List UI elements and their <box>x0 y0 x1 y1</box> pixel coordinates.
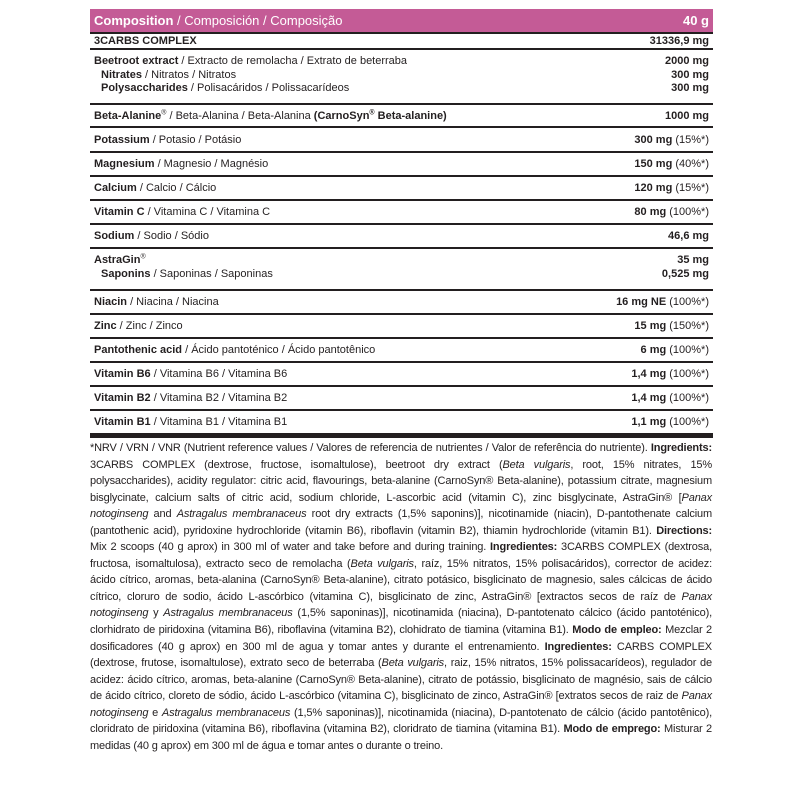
notes-species-name: Beta vulgaris <box>381 657 445 670</box>
composition-header-row <box>90 9 713 33</box>
nutrient-nrv-percent: (100%*) <box>666 416 709 428</box>
composition-row <box>90 104 713 127</box>
notes-species-name: Beta vulgaris <box>350 557 414 570</box>
nutrient-translations: / Extracto de remolacha / Extrato de beterraba <box>178 55 408 67</box>
nutrient-amount: 1000 mg <box>664 109 709 122</box>
composition-row <box>90 176 713 200</box>
nutrient-translations: / Vitamina B6 / Vitamina B6 <box>150 368 288 380</box>
nutrient-nrv-percent: (150%*) <box>666 320 709 332</box>
amount-cell <box>560 410 713 434</box>
notes-heading: Modo de emprego: <box>563 723 661 736</box>
notes-species-name: Panax notoginseng <box>90 690 712 719</box>
nutrient-amount: 16 mg NE <box>616 296 667 308</box>
notes-text: y <box>148 607 164 620</box>
nutrient-amount: 120 mg <box>634 182 673 194</box>
nutrient-amount: 46,6 mg <box>668 230 709 242</box>
nutrient-cell <box>90 104 560 127</box>
nutrient-cell <box>90 33 560 49</box>
nutrient-cell <box>90 127 560 152</box>
nutrient-cell <box>90 224 560 248</box>
nutrient-cell <box>90 362 560 386</box>
nutrient-cell <box>90 152 560 176</box>
nutrient-translations: / Ácido pantoténico / Ácido pantotênico <box>182 344 376 356</box>
notes-text: Misturar 2 medidas (40 g aprox) em 300 ml de água e tomar antes o durante o treino. <box>90 723 712 752</box>
composition-row <box>90 127 713 152</box>
amount-cell <box>560 33 713 49</box>
nutrient-translations: / Sodio / Sódio <box>134 230 209 242</box>
nutrient-translations: / Potasio / Potásio <box>149 133 242 146</box>
notes-heading: Directions: <box>656 524 712 537</box>
nutrient-translations: / Niacina / Niacina <box>127 296 219 308</box>
nutrient-line <box>94 82 556 96</box>
nutrient-name: Vitamin B2 <box>94 392 151 404</box>
notes-text: (1,5% saponinas)], nicotinamida (niacina), D-pantotenato de cálcio (ácido pantotênico), cloridrato de piridoxina (vitamina B6), riboflavina (vitamina B2), cloridrato de tiamina (vitamina B1). <box>90 706 713 736</box>
nutrient-nrv-percent: (100%*) <box>666 206 709 218</box>
composition-row <box>90 362 713 386</box>
nutrient-name: 3CARBS COMPLEX <box>94 35 197 47</box>
amount-cell <box>560 338 713 362</box>
nutrient-name: Zinc <box>94 320 117 332</box>
amount-line <box>564 268 709 282</box>
nutrient-name: Vitamin B6 <box>94 368 151 380</box>
nutrient-name: Calcium <box>94 182 137 194</box>
nutrient-amount: 80 mg <box>634 206 667 218</box>
amount-line <box>564 69 709 83</box>
nutrient-amount: 1,4 mg <box>631 392 667 404</box>
nutrient-amount: 35 mg <box>677 254 709 266</box>
nutrient-name: Saponins <box>101 267 151 280</box>
nutrient-nrv-percent: (100%*) <box>666 344 709 356</box>
nutrient-brand <box>314 110 447 122</box>
nutrient-registered-mark: ® <box>161 108 167 116</box>
nutrient-nrv-percent: (100%*) <box>666 368 709 380</box>
nutrient-amount: 2000 mg <box>664 55 709 67</box>
nutrient-brand-suffix: Beta-alanine) <box>374 109 447 122</box>
nutrient-cell <box>90 338 560 362</box>
notes-text: and <box>148 508 177 521</box>
notes-species-name: Panax notoginseng <box>90 590 712 620</box>
nutrient-name: Vitamin B1 <box>94 416 151 428</box>
amount-cell <box>560 386 713 410</box>
composition-row <box>90 290 713 314</box>
nutrient-name: Potassium <box>94 133 150 146</box>
composition-row <box>90 314 713 338</box>
nutrient-line <box>94 69 556 83</box>
composition-row <box>90 386 713 410</box>
notes-species-name: Astragalus membranaceus <box>163 607 293 620</box>
nutrient-nrv-percent: (15%*) <box>672 182 709 194</box>
notes-text: e <box>148 706 162 719</box>
composition-row <box>90 200 713 224</box>
notes-text: Mezclar 2 dosificadores (40 g aprox) en 300 ml de agua y tomar antes y durante el entrenamiento. <box>90 624 712 653</box>
nutrient-name: Niacin <box>94 296 128 308</box>
nutrient-amount: 0,525 mg <box>661 267 709 280</box>
notes-heading: Ingredients: <box>650 442 712 454</box>
nutrient-nrv-percent: (100%*) <box>666 392 709 404</box>
nutrient-nrv-percent: (15%*) <box>672 133 709 146</box>
notes-text: (1,5% saponinas)], nicotinamida (niacina), D-pantotenato cálcico (ácido pantoténico), clorhidrato de piridoxina (vitamina B6), riboflavina (vitamina B2), clohidrato de tiamina (vitamina B1). <box>90 607 713 637</box>
nutrient-translations: / Vitamina B1 / Vitamina B1 <box>150 416 288 428</box>
serving-size-value: 40 g <box>682 12 709 28</box>
notes-species-name: Astragalus membranaceus <box>176 508 307 521</box>
amount-cell <box>560 152 713 176</box>
nutrient-translations: / Saponinas / Saponinas <box>150 267 273 280</box>
nutrient-cell <box>90 200 560 224</box>
ingredients-notes <box>90 440 713 754</box>
notes-species-name: Beta vulgaris <box>502 458 571 471</box>
composition-row <box>90 338 713 362</box>
nutrient-amount: 300 mg <box>634 133 673 146</box>
composition-table <box>90 9 713 435</box>
composition-row <box>90 248 713 290</box>
amount-cell <box>560 127 713 152</box>
nutrient-name: Nitrates <box>101 68 142 81</box>
composition-title-bold: Composition <box>94 12 174 28</box>
amount-cell <box>560 224 713 248</box>
nutrient-nrv-percent: (40%*) <box>672 158 709 170</box>
nutrient-nrv-percent: (100%*) <box>666 296 709 308</box>
nutrient-translations: / Beta-Alanina / Beta-Alanina <box>166 109 314 122</box>
notes-text: Mix 2 scoops (40 g aprox) in 300 ml of water and take before and during training. <box>90 541 491 554</box>
notes-heading: Ingredientes: <box>490 541 558 554</box>
nutrient-amount: 1,1 mg <box>631 416 667 428</box>
nutrient-translations: / Calcio / Cálcio <box>136 182 217 194</box>
nutrient-cell <box>90 49 560 104</box>
amount-line <box>564 55 709 69</box>
nutrient-amount: 6 mg <box>640 344 667 356</box>
nutrient-translations: / Vitamina C / Vitamina C <box>144 206 271 218</box>
nutrient-amount: 1,4 mg <box>631 368 667 380</box>
notes-species-name: Panax notoginseng <box>90 491 712 521</box>
composition-title <box>90 9 560 33</box>
nutrient-name: AstraGin <box>94 254 141 266</box>
nutrient-cell <box>90 176 560 200</box>
amount-cell <box>560 49 713 104</box>
nutrient-cell <box>90 314 560 338</box>
nutrient-name: Sodium <box>94 230 135 242</box>
notes-species-name: Astragalus membranaceus <box>161 706 291 719</box>
nutrition-label <box>90 9 713 754</box>
nutrient-cell <box>90 248 560 290</box>
nutrient-translations: / Magnesio / Magnésio <box>154 158 269 170</box>
nutrient-registered-mark: ® <box>140 253 146 261</box>
nutrient-translations: / Zinc / Zinco <box>116 320 183 332</box>
notes-text: *NRV / VRN / VNR (Nutrient reference values / Valores de referencia de nutrientes / Valor de referência do nutriente). <box>90 442 651 454</box>
notes-text: , root, 15% nitrates, 15% polysaccharides), acidity regulator: citric acid, flavourings, beta-alanine (CarnoSyn® Beta-alanine), potassium citrate, magnesium bisglycinate, calcium salts of citric acid, sodium chloride, L-ascorbic acid (vitamin C), zinc bisglycinate, AstraGin® [ <box>90 458 713 504</box>
nutrient-amount: 150 mg <box>634 158 673 170</box>
amount-cell <box>560 104 713 127</box>
nutrient-line <box>94 55 556 69</box>
amount-cell <box>560 176 713 200</box>
nutrient-cell <box>90 386 560 410</box>
notes-heading: Ingredientes: <box>544 640 612 653</box>
nutrient-brand-name: (CarnoSyn <box>313 109 370 122</box>
notes-text: , raíz, 15% nitratos, 15% polisacáridos), corrector de acidez: ácido cítrico, aromas, beta-alanina (CarnoSyn® Beta-alanine), citrato potásico, bisglicinato de magnesio, sales cálcicas de ácido cítrico, cloruro de sodio, ácido L-ascórbico (vitamina C), bisglicinato de zinc, AstraGin® [extractos secos de raíz de <box>90 557 713 603</box>
nutrient-line <box>94 254 556 268</box>
nutrient-name: Vitamin C <box>94 206 145 218</box>
notes-text: root dry extracts (1,5% saponins)], nicotinamide (niacin), D-pantothenate calcium (pantothenic acid), pyridoxine hydrochloride (vitamin B6), riboflavin (vitamin B2), thiamin hydrochloride (vitamin B1). <box>90 508 713 537</box>
nutrient-cell <box>90 290 560 314</box>
nutrient-translations: / Polisacáridos / Polissacarídeos <box>187 82 350 94</box>
notes-heading: Modo de empleo: <box>572 624 662 637</box>
composition-row <box>90 33 713 49</box>
table-bottom-rule <box>90 435 713 438</box>
amount-line <box>564 82 709 96</box>
nutrient-amount: 300 mg <box>671 68 709 81</box>
nutrient-line <box>94 268 556 282</box>
nutrient-brand-mark: ® <box>369 108 375 116</box>
amount-cell <box>560 314 713 338</box>
nutrient-amount: 31336,9 mg <box>649 35 709 47</box>
nutrient-translations: / Vitamina B2 / Vitamina B2 <box>150 392 288 404</box>
notes-text: 3CARBS COMPLEX (dextrose, fructose, isomaltulose), beetroot dry extract ( <box>90 458 503 471</box>
composition-row <box>90 152 713 176</box>
notes-text: 3CARBS COMPLEX (dextrosa, fructosa, isomaltulosa), extracto seco de remolacha ( <box>90 541 712 570</box>
nutrient-translations: / Nitratos / Nitratos <box>141 68 237 81</box>
composition-row <box>90 410 713 434</box>
nutrient-name: Beetroot extract <box>94 55 179 67</box>
amount-cell <box>560 290 713 314</box>
amount-cell <box>560 200 713 224</box>
nutrient-name: Pantothenic acid <box>94 344 183 356</box>
nutrient-cell <box>90 410 560 434</box>
nutrient-amount: 15 mg <box>634 320 667 332</box>
nutrient-name: Beta-Alanine <box>94 109 162 122</box>
nutrient-name: Polysaccharides <box>101 82 188 94</box>
notes-text: CARBS COMPLEX (dextrose, frutose, isomaltulose), extrato seco de beterraba ( <box>90 640 712 670</box>
nutrient-name: Magnesium <box>94 158 155 170</box>
nutrient-amount: 300 mg <box>671 82 709 94</box>
composition-row <box>90 49 713 104</box>
amount-line <box>564 254 709 268</box>
notes-text: , raiz, 15% nitratos, 15% polissacarídeos), regulador de acidez: ácido cítrico, aromas, beta-alanine (CarnoSyn® Beta-alanine), citrato de potássio, bisglicinato de magnésio, sais de cálcio de ácido cítrico, cloreto de sódio, ácido L-ascórbico (vitamina C), bisglicinato de zinco, AstraGin® [extratos secos de raiz de <box>90 657 712 703</box>
composition-row <box>90 224 713 248</box>
composition-title-translations: / Composición / Composição <box>173 12 343 28</box>
serving-size <box>560 9 713 33</box>
amount-cell <box>560 362 713 386</box>
amount-cell <box>560 248 713 290</box>
